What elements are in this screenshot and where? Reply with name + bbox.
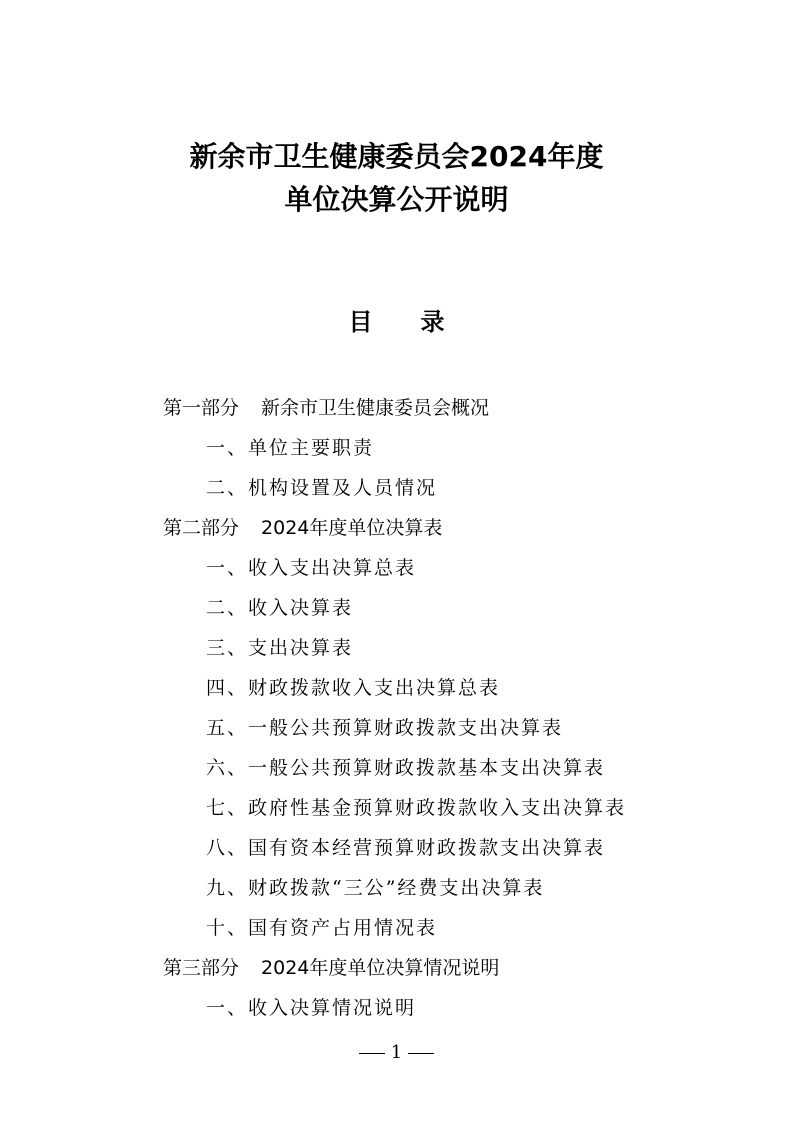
toc-part-3-title: 2024年度单位决算情况说明 — [261, 957, 500, 979]
toc-part-3[interactable] — [0, 948, 793, 988]
toc-part-3-label: 第三部分 — [163, 957, 240, 979]
toc-item[interactable]: 三、支出决算表 — [206, 637, 354, 659]
toc-part-2-label: 第二部分 — [163, 517, 240, 539]
toc-item[interactable]: 一、单位主要职责 — [206, 437, 375, 459]
footer-dash-left — [359, 1053, 385, 1054]
toc-item[interactable]: 二、机构设置及人员情况 — [206, 477, 438, 499]
toc-item[interactable]: 十、国有资产占用情况表 — [206, 917, 438, 939]
toc-heading-char2: 录 — [420, 308, 445, 336]
footer-dash-right — [408, 1053, 434, 1054]
toc-item[interactable]: 五、一般公共预算财政拨款支出决算表 — [206, 717, 564, 739]
toc-item[interactable]: 一、收入决算情况说明 — [206, 997, 417, 1019]
toc-item[interactable]: 二、收入决算表 — [206, 597, 354, 619]
toc-item[interactable]: 一、收入支出决算总表 — [206, 557, 417, 579]
toc-part-1-title: 新余市卫生健康委员会概况 — [261, 397, 490, 419]
toc-part-1[interactable] — [0, 388, 793, 428]
toc-item[interactable]: 六、一般公共预算财政拨款基本支出决算表 — [206, 757, 606, 779]
toc-item[interactable]: 七、政府性基金预算财政拨款收入支出决算表 — [206, 797, 627, 819]
document-title-line1: 新余市卫生健康委员会2024年度 — [189, 140, 604, 173]
toc-part-1-label: 第一部分 — [163, 397, 240, 419]
toc-heading-char1: 目 — [348, 308, 373, 336]
page-number: 1 — [390, 1042, 403, 1063]
page-footer — [0, 1042, 793, 1063]
toc-heading — [0, 310, 793, 334]
toc-part-2-title: 2024年度单位决算表 — [261, 517, 443, 539]
document-title-line2: 单位决算公开说明 — [284, 183, 509, 216]
toc-item[interactable]: 八、国有资本经营预算财政拨款支出决算表 — [206, 837, 606, 859]
table-of-contents — [0, 388, 793, 1028]
toc-item[interactable]: 四、财政拨款收入支出决算总表 — [206, 677, 501, 699]
toc-item[interactable]: 九、财政拨款“三公”经费支出决算表 — [206, 877, 545, 899]
toc-part-2[interactable] — [0, 508, 793, 548]
